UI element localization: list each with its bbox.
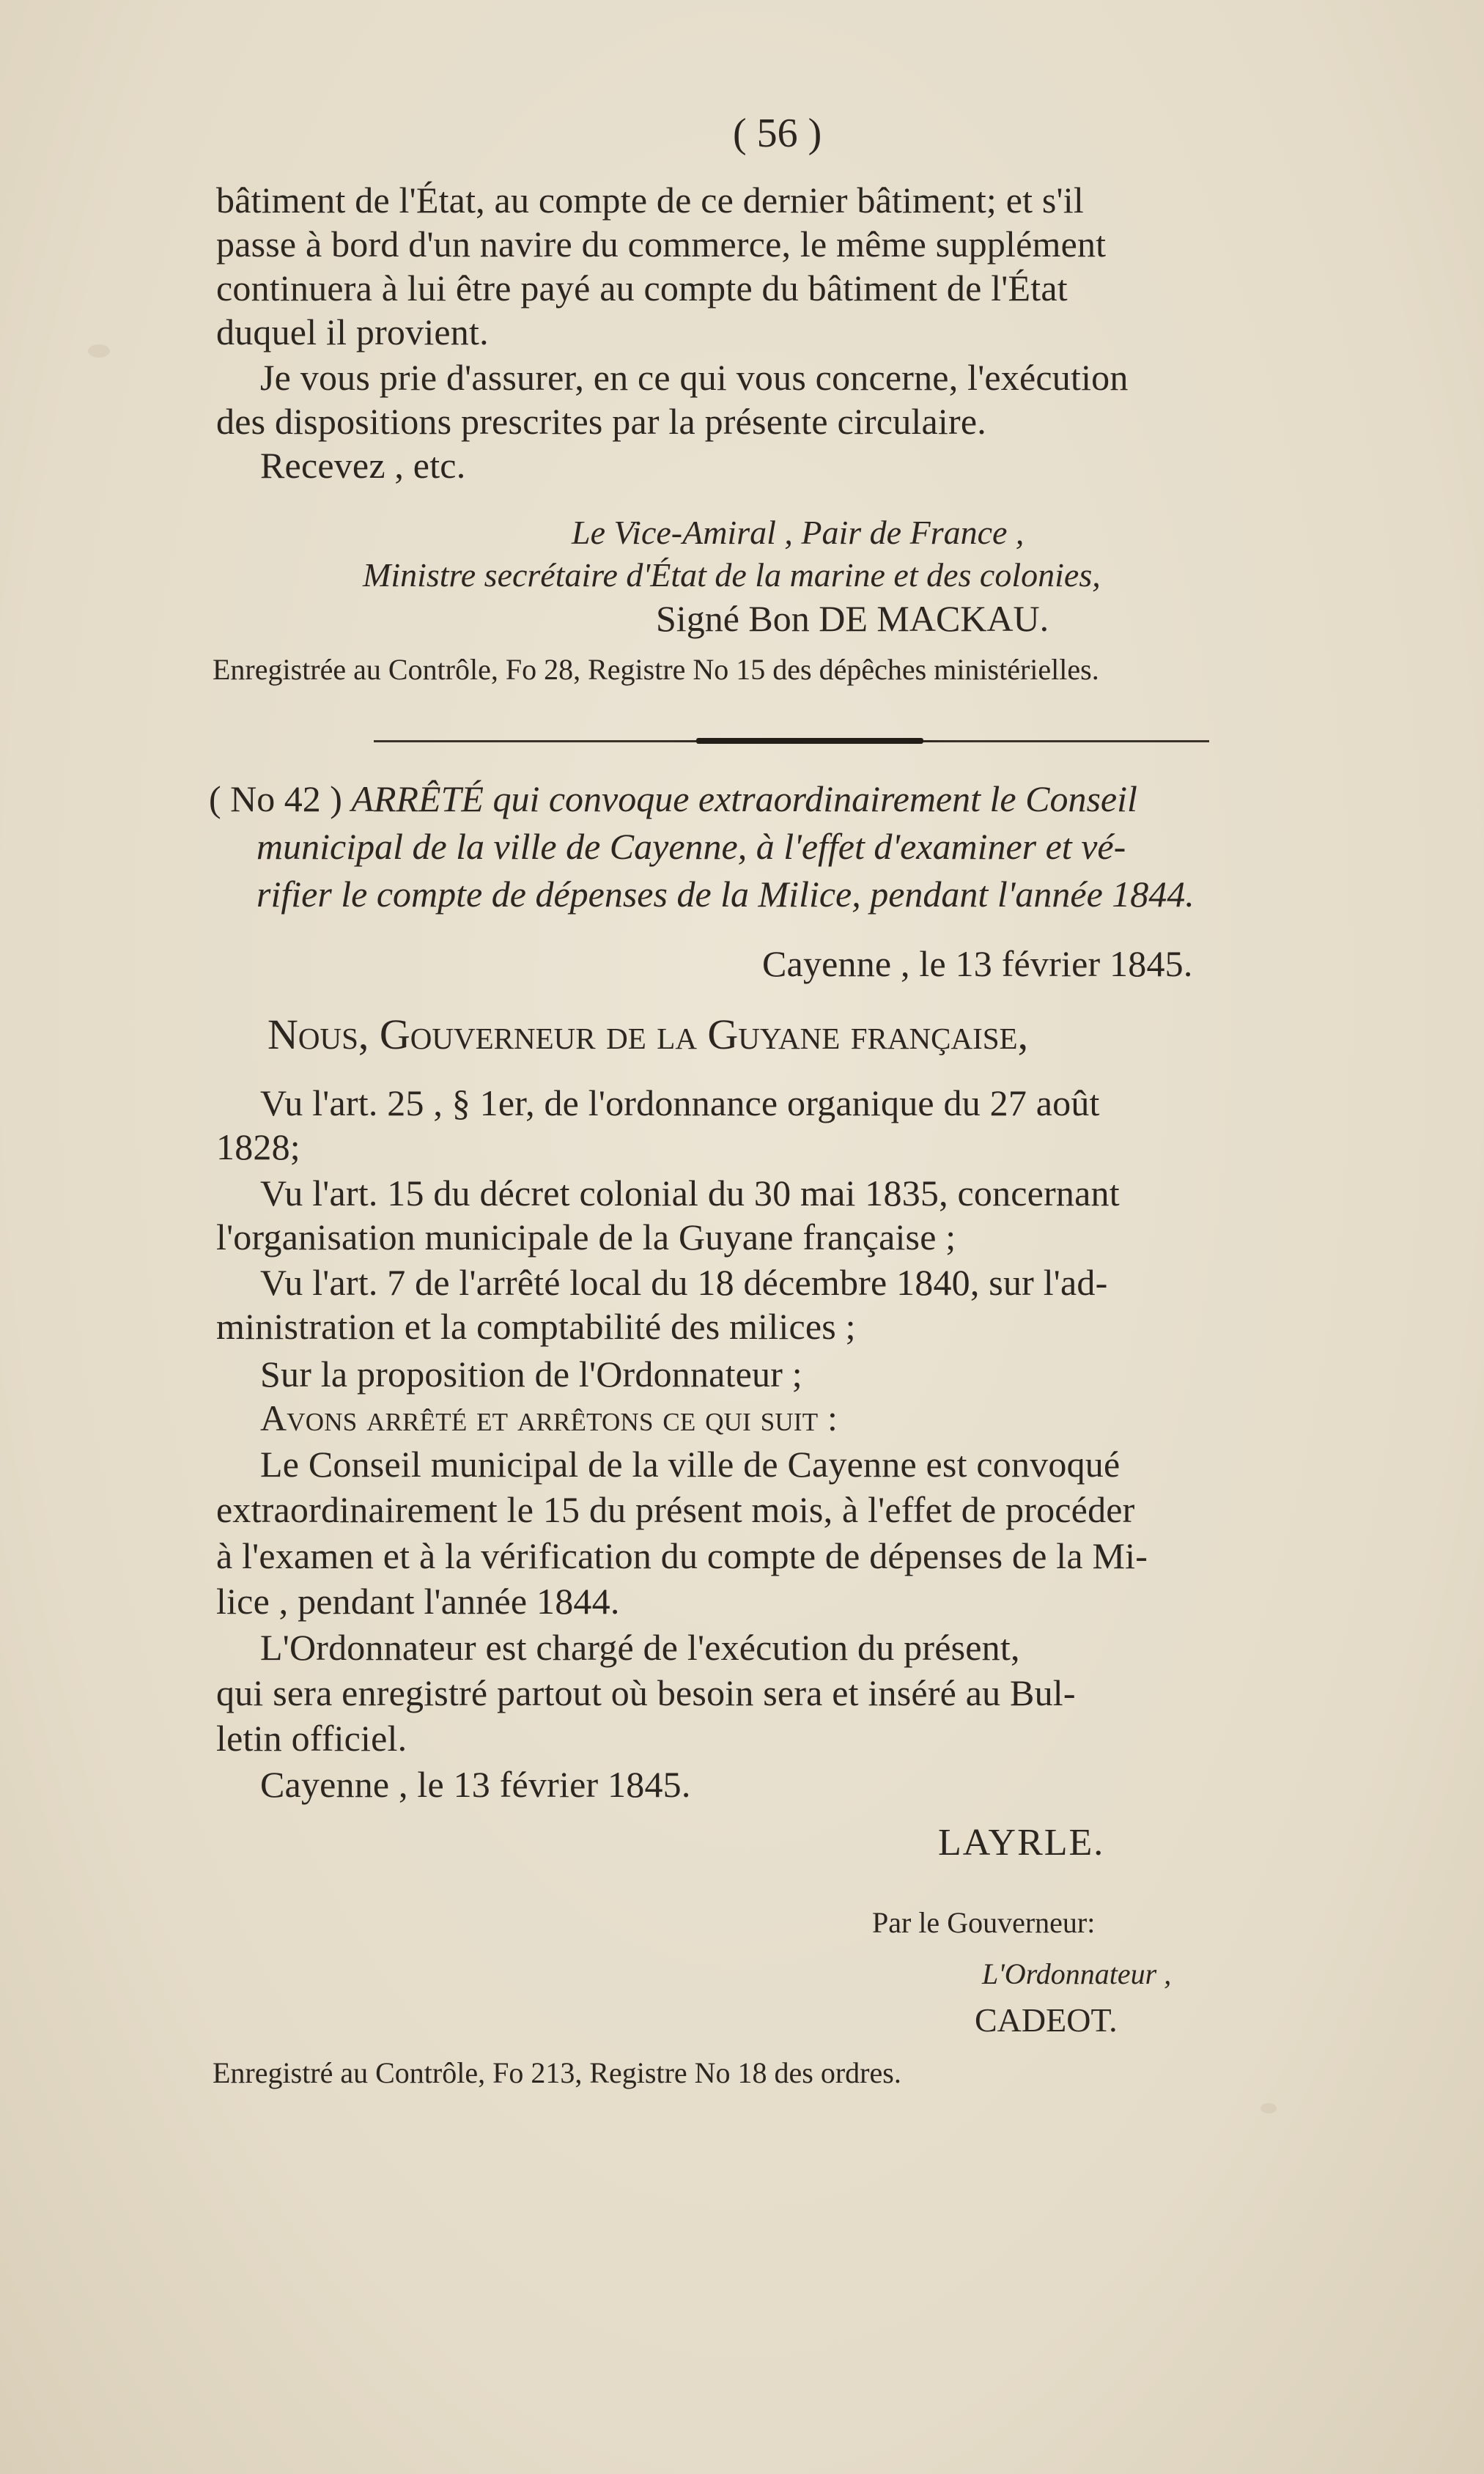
text-line: continuera à lui être payé au compte du bâtiment de l'État <box>216 267 1068 309</box>
text-line: duquel il provient. <box>216 311 489 352</box>
page-number: ( 56 ) <box>733 111 822 156</box>
text-line: Sur la proposition de l'Ordonnateur ; <box>260 1354 802 1395</box>
ordonnateur-name: CADEOT. <box>975 2001 1118 2039</box>
section-number: ( No 42 ) <box>209 778 342 819</box>
text-line: Recevez , etc. <box>260 445 466 486</box>
section-title: ARRÊTÉ qui convoque extraordinairement le Conseil <box>351 778 1137 819</box>
text-line: lice , pendant l'année 1844. <box>216 1581 620 1622</box>
text-line: 1828; <box>216 1126 300 1167</box>
text-line: Vu l'art. 15 du décret colonial du 30 mai 1835, concernant <box>260 1173 1120 1214</box>
text-line: bâtiment de l'État, au compte de ce dernier bâtiment; et s'il <box>216 180 1084 221</box>
by-line: Par le Gouverneur: <box>872 1906 1096 1939</box>
paper-spot <box>1260 2103 1277 2113</box>
text-line: l'organisation municipale de la Guyane française ; <box>216 1216 956 1258</box>
section-title-line: municipal de la ville de Cayenne, à l'effet d'examiner et vé- <box>256 826 1126 867</box>
signatory-name: LAYRLE. <box>938 1822 1105 1864</box>
text-line: à l'examen et à la vérification du compte de dépenses de la Mi- <box>216 1535 1148 1576</box>
text-line: Vu l'art. 25 , § 1er, de l'ordonnance organique du 27 août <box>260 1082 1100 1123</box>
section-title-line: rifier le compte de dépenses de la Milice, pendant l'année 1844. <box>256 874 1195 915</box>
signatory-role: Le Vice-Amiral , Pair de France , <box>572 514 1025 551</box>
registration-note: Enregistrée au Contrôle, Fo 28, Registre No 15 des dépêches ministérielles. <box>213 653 1099 686</box>
place-date: Cayenne , le 13 février 1845. <box>762 943 1193 984</box>
text-line: Le Conseil municipal de la ville de Cayenne est convoqué <box>260 1444 1121 1485</box>
text-line: ministration et la comptabilité des milices ; <box>216 1306 856 1347</box>
text-line: Je vous prie d'assurer, en ce qui vous concerne, l'exécution <box>260 357 1129 398</box>
text-line: extraordinairement le 15 du présent mois, à l'effet de procéder <box>216 1489 1135 1530</box>
text-line: qui sera enregistré partout où besoin sera et inséré au Bul- <box>216 1672 1076 1713</box>
signed-name: Signé Bon DE MACKAU. <box>656 598 1049 639</box>
text-line: L'Ordonnateur est chargé de l'exécution du présent, <box>260 1627 1020 1668</box>
section-divider-center <box>696 738 923 744</box>
text-line: Vu l'art. 7 de l'arrêté local du 18 décembre 1840, sur l'ad- <box>260 1262 1108 1303</box>
text-line: passe à bord d'un navire du commerce, le même supplément <box>216 224 1107 265</box>
registration-note: Enregistré au Contrôle, Fo 213, Registre No 18 des ordres. <box>213 2056 901 2089</box>
text-line: des dispositions prescrites par la présente circulaire. <box>216 401 986 442</box>
text-line: Cayenne , le 13 février 1845. <box>260 1764 691 1805</box>
section-heading <box>209 777 1137 821</box>
text-line: letin officiel. <box>216 1718 407 1759</box>
paper-spot <box>88 344 110 358</box>
ordonnateur-role: L'Ordonnateur , <box>982 1957 1172 1990</box>
text-line: Avons arrêté et arrêtons ce qui suit : <box>260 1397 838 1439</box>
authority-line: Nous, Gouverneur de la Guyane française, <box>267 1011 1029 1058</box>
signatory-role: Ministre secrétaire d'État de la marine et des colonies, <box>363 556 1101 594</box>
